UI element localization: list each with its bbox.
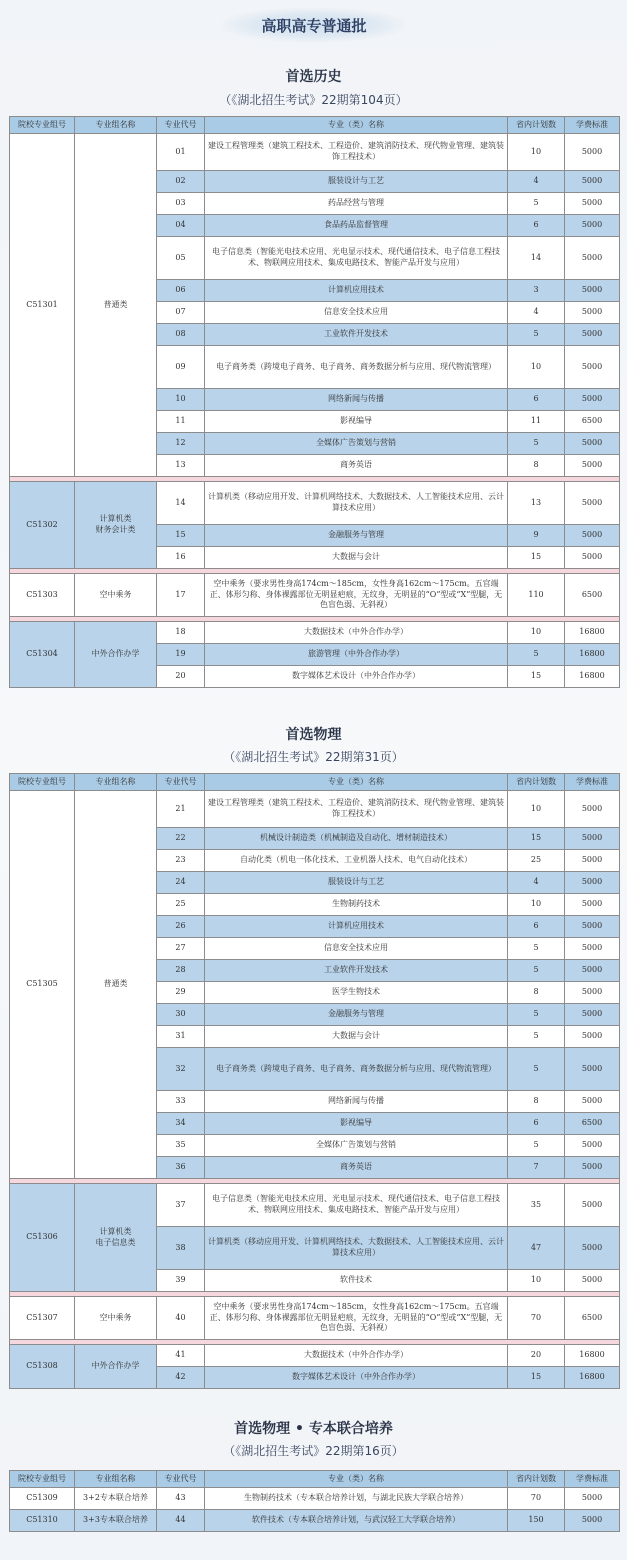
tuition-cell: 5000 xyxy=(565,482,620,525)
section-title: 首选物理 • 专本联合培养 xyxy=(234,1421,393,1437)
major-code-cell: 43 xyxy=(157,1488,205,1510)
major-name-cell: 软件技术（专本联合培养计划，与武汉轻工大学联合培养） xyxy=(205,1510,508,1532)
table-header-row xyxy=(10,117,620,134)
tuition-cell: 5000 xyxy=(565,433,620,455)
tuition-cell: 5000 xyxy=(565,982,620,1004)
major-code-cell: 35 xyxy=(157,1135,205,1157)
major-code-cell: 22 xyxy=(157,828,205,850)
plan-count-cell: 4 xyxy=(508,872,565,894)
major-code-cell: 33 xyxy=(157,1091,205,1113)
section-title: 首选物理 xyxy=(285,727,342,743)
plan-count-cell: 10 xyxy=(508,134,565,171)
major-name-cell: 建设工程管理类（建筑工程技术、工程造价、建筑消防技术、现代物业管理、建筑装饰工程技术） xyxy=(205,134,508,171)
col-header-fee: 学费标准 xyxy=(565,117,620,134)
col-header-plan: 省内计划数 xyxy=(508,1471,565,1488)
major-name-cell: 金融服务与管理 xyxy=(205,1004,508,1026)
tuition-cell: 5000 xyxy=(565,134,620,171)
major-name-cell: 食品药品监督管理 xyxy=(205,215,508,237)
plan-count-cell: 5 xyxy=(508,1048,565,1091)
col-header-code: 专业代号 xyxy=(157,1471,205,1488)
major-name-cell: 大数据与会计 xyxy=(205,547,508,569)
major-code-cell: 20 xyxy=(157,666,205,688)
tuition-cell: 5000 xyxy=(565,346,620,389)
plan-count-cell: 6 xyxy=(508,389,565,411)
plan-count-cell: 10 xyxy=(508,622,565,644)
major-code-cell: 28 xyxy=(157,960,205,982)
group-name-cell: 空中乘务 xyxy=(75,574,157,617)
group-id-cell: C51303 xyxy=(10,574,75,617)
group-id-cell: C51304 xyxy=(10,622,75,688)
major-name-cell: 计算机应用技术 xyxy=(205,916,508,938)
section-subtitle: （《湖北招生考试》22期第31页） xyxy=(223,750,404,764)
plan-count-cell: 13 xyxy=(508,482,565,525)
table-row xyxy=(10,1345,620,1367)
major-name-cell: 金融服务与管理 xyxy=(205,525,508,547)
plan-count-cell: 5 xyxy=(508,960,565,982)
table-header-row xyxy=(10,774,620,791)
admission-table xyxy=(9,1470,620,1532)
group-id-cell: C51308 xyxy=(10,1345,75,1389)
major-name-cell: 自动化类（机电一体化技术、工业机器人技术、电气自动化技术） xyxy=(205,850,508,872)
tuition-cell: 5000 xyxy=(565,455,620,477)
tuition-cell: 5000 xyxy=(565,171,620,193)
table-row xyxy=(10,1297,620,1340)
col-header-code: 专业代号 xyxy=(157,117,205,134)
plan-count-cell: 9 xyxy=(508,525,565,547)
table-header-row xyxy=(10,1471,620,1488)
major-code-cell: 37 xyxy=(157,1184,205,1227)
major-name-cell: 空中乘务（要求男性身高174cm～185cm，女性身高162cm～175cm。五官端正、体形匀称、身体裸露部位无明显疤痕，无纹身，无明显的“O”型或“X”型腿，无色盲色弱、无斜视） xyxy=(205,1297,508,1340)
major-code-cell: 38 xyxy=(157,1227,205,1270)
major-code-cell: 08 xyxy=(157,324,205,346)
tuition-cell: 5000 xyxy=(565,1488,620,1510)
col-header-major: 专业（类）名称 xyxy=(205,774,508,791)
plan-count-cell: 150 xyxy=(508,1510,565,1532)
plan-count-cell: 15 xyxy=(508,828,565,850)
plan-count-cell: 5 xyxy=(508,644,565,666)
admission-table xyxy=(9,116,620,688)
plan-count-cell: 4 xyxy=(508,171,565,193)
major-name-cell: 商务英语 xyxy=(205,455,508,477)
plan-count-cell: 7 xyxy=(508,1157,565,1179)
plan-count-cell: 8 xyxy=(508,1091,565,1113)
major-name-cell: 大数据技术（中外合作办学） xyxy=(205,1345,508,1367)
col-header-plan: 省内计划数 xyxy=(508,117,565,134)
tuition-cell: 5000 xyxy=(565,1091,620,1113)
tuition-cell: 5000 xyxy=(565,1270,620,1292)
major-name-cell: 药品经营与管理 xyxy=(205,193,508,215)
major-code-cell: 36 xyxy=(157,1157,205,1179)
major-code-cell: 26 xyxy=(157,916,205,938)
tuition-cell: 5000 xyxy=(565,828,620,850)
group-name-cell: 中外合作办学 xyxy=(75,1345,157,1389)
group-id-cell: C51305 xyxy=(10,791,75,1179)
major-name-cell: 软件技术 xyxy=(205,1270,508,1292)
col-header-plan: 省内计划数 xyxy=(508,774,565,791)
table-row xyxy=(10,574,620,617)
major-name-cell: 医学生物技术 xyxy=(205,982,508,1004)
tuition-cell: 6500 xyxy=(565,1297,620,1340)
section-subtitle: （《湖北招生考试》22期第104页） xyxy=(219,93,408,107)
tuition-cell: 5000 xyxy=(565,1135,620,1157)
plan-count-cell: 25 xyxy=(508,850,565,872)
plan-count-cell: 70 xyxy=(508,1488,565,1510)
plan-count-cell: 110 xyxy=(508,574,565,617)
tuition-cell: 5000 xyxy=(565,960,620,982)
major-name-cell: 商务英语 xyxy=(205,1157,508,1179)
group-id-cell: C51301 xyxy=(10,134,75,477)
plan-count-cell: 5 xyxy=(508,433,565,455)
major-name-cell: 电子信息类（智能光电技术应用、光电显示技术、现代通信技术、电子信息工程技术、物联网应用技术、集成电路技术、智能产品开发与应用） xyxy=(205,1184,508,1227)
tuition-cell: 6500 xyxy=(565,411,620,433)
group-name-cell: 普通类 xyxy=(75,791,157,1179)
table-row xyxy=(10,482,620,525)
major-name-cell: 信息安全技术应用 xyxy=(205,938,508,960)
group-name-cell: 中外合作办学 xyxy=(75,622,157,688)
col-header-fee: 学费标准 xyxy=(565,1471,620,1488)
major-name-cell: 电子商务类（跨境电子商务、电子商务、商务数据分析与应用、现代物流管理） xyxy=(205,1048,508,1091)
major-name-cell: 网络新闻与传播 xyxy=(205,1091,508,1113)
major-code-cell: 21 xyxy=(157,791,205,828)
tuition-cell: 5000 xyxy=(565,938,620,960)
tuition-cell: 16800 xyxy=(565,1367,620,1389)
tuition-cell: 5000 xyxy=(565,791,620,828)
plan-count-cell: 8 xyxy=(508,455,565,477)
major-code-cell: 15 xyxy=(157,525,205,547)
plan-count-cell: 6 xyxy=(508,215,565,237)
major-code-cell: 13 xyxy=(157,455,205,477)
group-name-cell: 空中乘务 xyxy=(75,1297,157,1340)
major-name-cell: 网络新闻与传播 xyxy=(205,389,508,411)
major-code-cell: 31 xyxy=(157,1026,205,1048)
plan-count-cell: 11 xyxy=(508,411,565,433)
plan-count-cell: 47 xyxy=(508,1227,565,1270)
tuition-cell: 6500 xyxy=(565,1113,620,1135)
plan-count-cell: 15 xyxy=(508,666,565,688)
major-code-cell: 42 xyxy=(157,1367,205,1389)
major-code-cell: 12 xyxy=(157,433,205,455)
major-code-cell: 04 xyxy=(157,215,205,237)
section-title: 首选历史 xyxy=(285,69,342,85)
tuition-cell: 6500 xyxy=(565,574,620,617)
major-name-cell: 影视编导 xyxy=(205,411,508,433)
col-header-group-name: 专业组名称 xyxy=(75,1471,157,1488)
plan-count-cell: 10 xyxy=(508,894,565,916)
table-row xyxy=(10,1510,620,1532)
major-code-cell: 17 xyxy=(157,574,205,617)
group-id-cell: C51302 xyxy=(10,482,75,569)
major-name-cell: 计算机类（移动应用开发、计算机网络技术、大数据技术、人工智能技术应用、云计算技术应用） xyxy=(205,482,508,525)
plan-count-cell: 4 xyxy=(508,302,565,324)
major-code-cell: 39 xyxy=(157,1270,205,1292)
col-header-group-name: 专业组名称 xyxy=(75,774,157,791)
major-code-cell: 11 xyxy=(157,411,205,433)
plan-count-cell: 70 xyxy=(508,1297,565,1340)
tuition-cell: 5000 xyxy=(565,324,620,346)
tuition-cell: 5000 xyxy=(565,1004,620,1026)
major-code-cell: 40 xyxy=(157,1297,205,1340)
major-code-cell: 10 xyxy=(157,389,205,411)
group-name-cell: 计算机类 电子信息类 xyxy=(75,1184,157,1292)
tuition-cell: 5000 xyxy=(565,389,620,411)
plan-count-cell: 10 xyxy=(508,346,565,389)
tuition-cell: 16800 xyxy=(565,622,620,644)
tuition-cell: 5000 xyxy=(565,1510,620,1532)
tuition-cell: 5000 xyxy=(565,237,620,280)
col-header-group: 院校专业组号 xyxy=(10,774,75,791)
major-code-cell: 27 xyxy=(157,938,205,960)
tuition-cell: 5000 xyxy=(565,302,620,324)
major-name-cell: 数字媒体艺术设计（中外合作办学） xyxy=(205,666,508,688)
major-name-cell: 服装设计与工艺 xyxy=(205,171,508,193)
tuition-cell: 16800 xyxy=(565,666,620,688)
plan-count-cell: 8 xyxy=(508,982,565,1004)
major-code-cell: 23 xyxy=(157,850,205,872)
major-code-cell: 07 xyxy=(157,302,205,324)
major-code-cell: 02 xyxy=(157,171,205,193)
major-code-cell: 09 xyxy=(157,346,205,389)
major-name-cell: 空中乘务（要求男性身高174cm～185cm，女性身高162cm～175cm。五官端正、体形匀称、身体裸露部位无明显疤痕，无纹身，无明显的“O”型或“X”型腿，无色盲色弱、无斜视） xyxy=(205,574,508,617)
major-name-cell: 数字媒体艺术设计（中外合作办学） xyxy=(205,1367,508,1389)
plan-count-cell: 14 xyxy=(508,237,565,280)
tuition-cell: 5000 xyxy=(565,525,620,547)
col-header-group-name: 专业组名称 xyxy=(75,117,157,134)
major-name-cell: 机械设计制造类（机械制造及自动化、增材制造技术） xyxy=(205,828,508,850)
tuition-cell: 5000 xyxy=(565,547,620,569)
major-code-cell: 32 xyxy=(157,1048,205,1091)
major-name-cell: 全媒体广告策划与营销 xyxy=(205,433,508,455)
major-code-cell: 25 xyxy=(157,894,205,916)
col-header-fee: 学费标准 xyxy=(565,774,620,791)
major-name-cell: 工业软件开发技术 xyxy=(205,960,508,982)
major-code-cell: 16 xyxy=(157,547,205,569)
major-name-cell: 服装设计与工艺 xyxy=(205,872,508,894)
table-row xyxy=(10,134,620,171)
tuition-cell: 5000 xyxy=(565,850,620,872)
tuition-cell: 5000 xyxy=(565,1157,620,1179)
major-code-cell: 03 xyxy=(157,193,205,215)
major-name-cell: 信息安全技术应用 xyxy=(205,302,508,324)
tuition-cell: 5000 xyxy=(565,1048,620,1091)
plan-count-cell: 6 xyxy=(508,916,565,938)
table-row xyxy=(10,791,620,828)
plan-count-cell: 5 xyxy=(508,1004,565,1026)
major-code-cell: 05 xyxy=(157,237,205,280)
major-code-cell: 01 xyxy=(157,134,205,171)
tuition-cell: 16800 xyxy=(565,644,620,666)
major-name-cell: 电子商务类（跨境电子商务、电子商务、商务数据分析与应用、现代物流管理） xyxy=(205,346,508,389)
tuition-cell: 5000 xyxy=(565,215,620,237)
col-header-group: 院校专业组号 xyxy=(10,1471,75,1488)
major-name-cell: 大数据技术（中外合作办学） xyxy=(205,622,508,644)
section-subtitle: （《湖北招生考试》22期第16页） xyxy=(223,1444,404,1458)
plan-count-cell: 3 xyxy=(508,280,565,302)
major-name-cell: 生物制药技术 xyxy=(205,894,508,916)
major-name-cell: 工业软件开发技术 xyxy=(205,324,508,346)
group-id-cell: C51307 xyxy=(10,1297,75,1340)
table-row xyxy=(10,1184,620,1227)
plan-count-cell: 10 xyxy=(508,1270,565,1292)
major-code-cell: 24 xyxy=(157,872,205,894)
tuition-cell: 5000 xyxy=(565,1026,620,1048)
major-name-cell: 大数据与会计 xyxy=(205,1026,508,1048)
col-header-major: 专业（类）名称 xyxy=(205,1471,508,1488)
col-header-major: 专业（类）名称 xyxy=(205,117,508,134)
major-code-cell: 06 xyxy=(157,280,205,302)
admission-table xyxy=(9,773,620,1389)
plan-count-cell: 5 xyxy=(508,938,565,960)
tuition-cell: 5000 xyxy=(565,1184,620,1227)
page-banner: 高职高专普通批 xyxy=(223,8,405,42)
major-name-cell: 计算机类（移动应用开发、计算机网络技术、大数据技术、人工智能技术应用、云计算技术应用） xyxy=(205,1227,508,1270)
major-code-cell: 18 xyxy=(157,622,205,644)
major-name-cell: 计算机应用技术 xyxy=(205,280,508,302)
table-row xyxy=(10,622,620,644)
col-header-code: 专业代号 xyxy=(157,774,205,791)
tuition-cell: 5000 xyxy=(565,1227,620,1270)
major-code-cell: 29 xyxy=(157,982,205,1004)
major-name-cell: 电子信息类（智能光电技术应用、光电显示技术、现代通信技术、电子信息工程技术、物联网应用技术、集成电路技术、智能产品开发与应用） xyxy=(205,237,508,280)
group-name-cell: 3+3专本联合培养 xyxy=(75,1510,157,1532)
plan-count-cell: 5 xyxy=(508,193,565,215)
major-name-cell: 旅游管理（中外合作办学） xyxy=(205,644,508,666)
tuition-cell: 5000 xyxy=(565,280,620,302)
major-name-cell: 全媒体广告策划与营销 xyxy=(205,1135,508,1157)
plan-count-cell: 15 xyxy=(508,547,565,569)
group-name-cell: 普通类 xyxy=(75,134,157,477)
group-name-cell: 3+2专本联合培养 xyxy=(75,1488,157,1510)
table-row xyxy=(10,1488,620,1510)
plan-count-cell: 10 xyxy=(508,791,565,828)
major-code-cell: 34 xyxy=(157,1113,205,1135)
tuition-cell: 5000 xyxy=(565,193,620,215)
plan-count-cell: 15 xyxy=(508,1367,565,1389)
plan-count-cell: 5 xyxy=(508,324,565,346)
plan-count-cell: 20 xyxy=(508,1345,565,1367)
major-code-cell: 44 xyxy=(157,1510,205,1532)
plan-count-cell: 6 xyxy=(508,1113,565,1135)
group-id-cell: C51310 xyxy=(10,1510,75,1532)
plan-count-cell: 5 xyxy=(508,1135,565,1157)
major-code-cell: 30 xyxy=(157,1004,205,1026)
group-id-cell: C51306 xyxy=(10,1184,75,1292)
major-code-cell: 19 xyxy=(157,644,205,666)
tuition-cell: 5000 xyxy=(565,894,620,916)
tuition-cell: 5000 xyxy=(565,916,620,938)
group-id-cell: C51309 xyxy=(10,1488,75,1510)
col-header-group: 院校专业组号 xyxy=(10,117,75,134)
major-code-cell: 41 xyxy=(157,1345,205,1367)
major-name-cell: 建设工程管理类（建筑工程技术、工程造价、建筑消防技术、现代物业管理、建筑装饰工程技术） xyxy=(205,791,508,828)
major-name-cell: 生物制药技术（专本联合培养计划，与湖北民族大学联合培养） xyxy=(205,1488,508,1510)
major-code-cell: 14 xyxy=(157,482,205,525)
plan-count-cell: 5 xyxy=(508,1026,565,1048)
major-name-cell: 影视编导 xyxy=(205,1113,508,1135)
group-name-cell: 计算机类 财务会计类 xyxy=(75,482,157,569)
tuition-cell: 16800 xyxy=(565,1345,620,1367)
plan-count-cell: 35 xyxy=(508,1184,565,1227)
tuition-cell: 5000 xyxy=(565,872,620,894)
